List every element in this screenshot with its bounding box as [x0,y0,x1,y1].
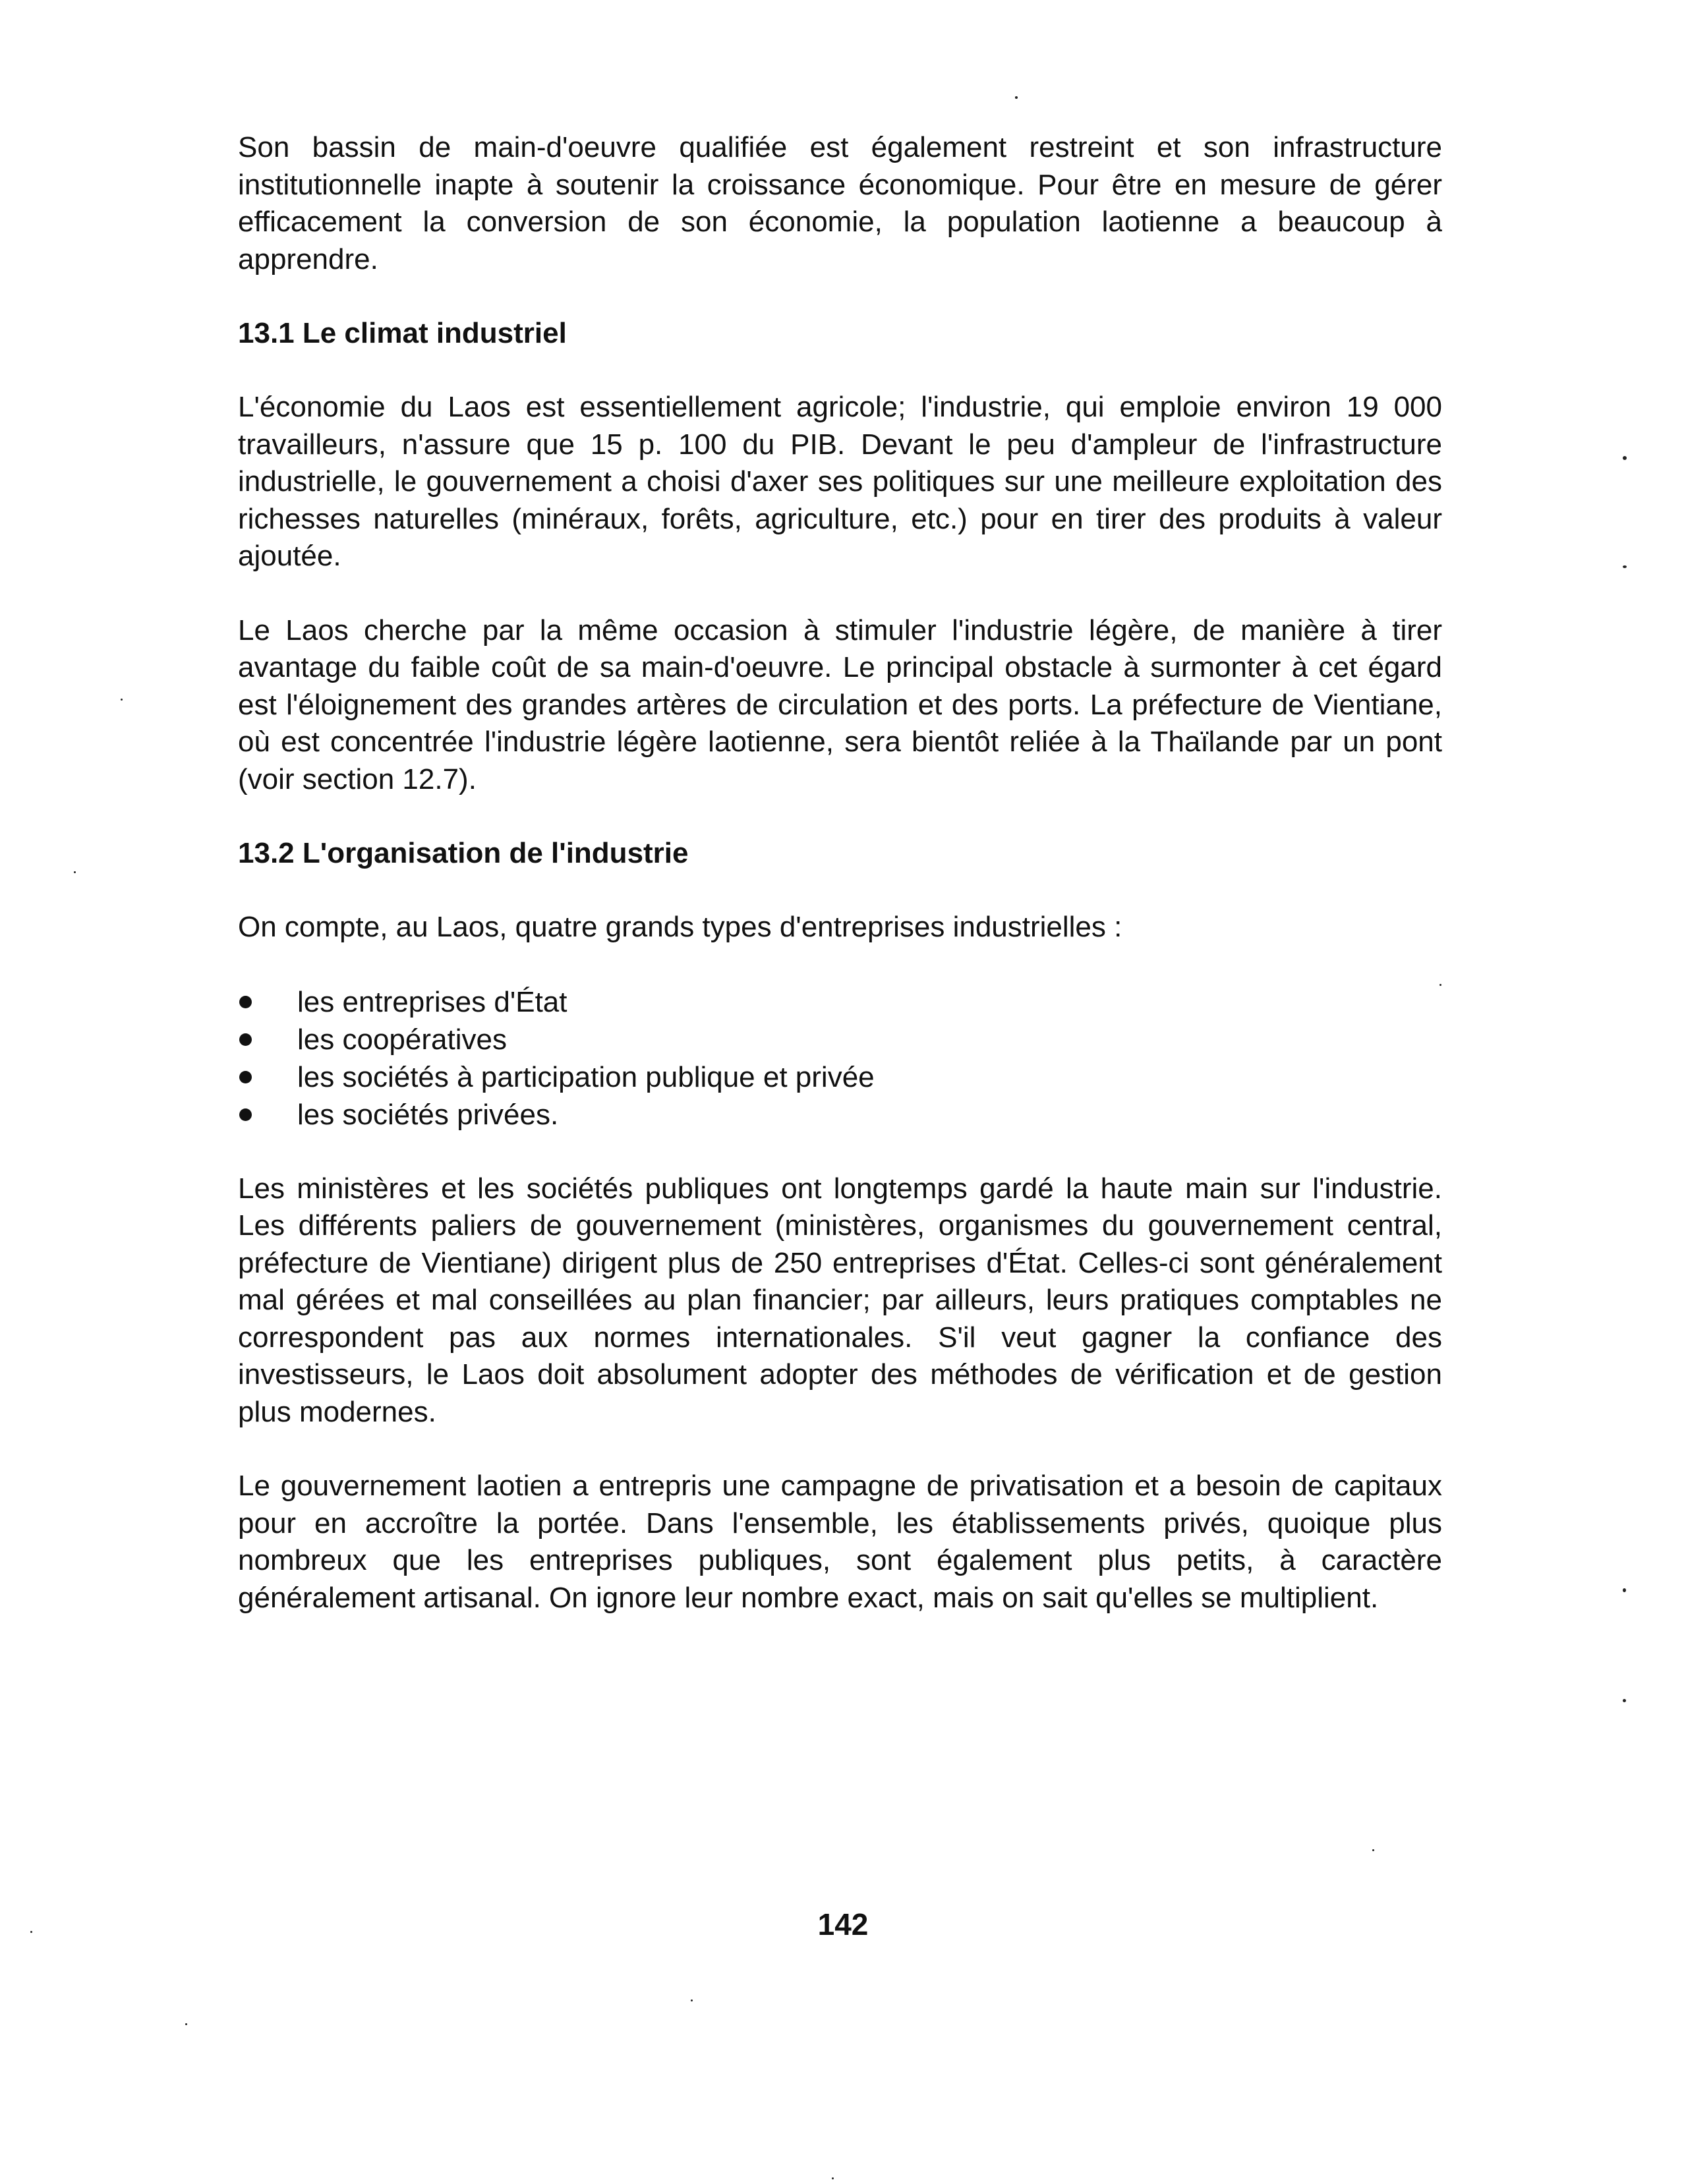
paragraph-privatisation: Le gouvernement laotien a entrepris une campagne de privatisation et a besoin de capitaux pour en accroître la portée. Dans l'ensemble, les établissements privés, quoique plus nombreux que les entreprises publiques, sont également plus petits, à caractère généralement artisanal. On ignore leur nombre exact, mais on sait qu'elles se multiplient. [238,1470,1442,1614]
intro-paragraph: Son bassin de main-d'oeuvre qualifiée est également restreint et son infrastructure institutionnelle inapte à soutenir la croissance économique. Pour être en mesure de gérer efficacement la conversion de son économie, la population laotienne a beaucoup à apprendre. [238,131,1442,275]
scan-speck [74,871,76,873]
bullet-icon [239,1033,252,1046]
scan-speck [1623,1588,1626,1592]
scan-speck [832,2177,834,2179]
page-body [238,129,1442,1617]
section-heading-13-2: 13.2 L'organisation de l'industrie [238,837,689,869]
paragraph-enterprise-types-lead: On compte, au Laos, quatre grands types d'entreprises industrielles : [238,911,1122,943]
scan-speck [30,1931,32,1933]
scan-speck [1372,1849,1374,1851]
section-heading-13-1: 13.1 Le climat industriel [238,317,567,349]
paragraph-economy: L'économie du Laos est essentiellement agricole; l'industrie, qui emploie environ 19 000 travailleurs, n'assure que 15 p. 100 du PIB. Devant le peu d'ampleur de l'infrastructure industrielle, le gouvernement a choisi d'axer ses politiques sur une meilleure exploitation des richesses naturelles (minéraux, forêts, agriculture, etc.) pour en tirer des produits à valeur ajoutée. [238,391,1442,572]
bullet-icon [239,1071,252,1083]
scan-speck [1623,565,1627,568]
page-number: 142 [817,1907,869,1941]
paragraph-state-enterprises: Les ministères et les sociétés publiques ont longtemps gardé la haute main sur l'industrie. Les différents paliers de gouvernement (ministères, organismes du gouvernement central, préfecture de Vientiane) dirigent plus de 250 entreprises d'État. Celles-ci sont généralement mal gérées et mal conseillées au plan financier; par ailleurs, leurs pratiques comptables ne correspondent pas aux normes internationales. S'il veut gagner la confiance des investisseurs, le Laos doit absolument adopter des méthodes de vérification et de gestion plus modernes. [238,1172,1442,1428]
bullet-icon [239,996,252,1008]
list-item [238,1021,1442,1058]
scan-speck [691,1999,693,2001]
list-item [238,1058,1442,1096]
list-item-text: les sociétés à participation publique et privée [297,1060,875,1093]
bullet-icon [239,1108,252,1121]
scan-speck [1439,984,1441,986]
list-item [238,983,1442,1021]
scan-speck [185,2023,187,2025]
list-item-text: les entreprises d'État [297,985,567,1018]
scan-speck [1015,96,1018,99]
enterprise-types-list [238,983,1442,1134]
scan-speck [121,699,123,701]
list-item-text: les coopératives [297,1023,507,1056]
scan-speck [1623,456,1627,460]
list-item [238,1096,1442,1134]
list-item-text: les sociétés privées. [297,1098,559,1131]
scan-speck [1623,1699,1626,1702]
paragraph-light-industry: Le Laos cherche par la même occasion à stimuler l'industrie légère, de manière à tirer avantage du faible coût de sa main-d'oeuvre. Le principal obstacle à surmonter à cet égard est l'éloignement des grandes artères de circulation et des ports. La préfecture de Vientiane, où est concentrée l'industrie légère laotienne, sera bientôt reliée à la Thaïlande par un pont (voir section 12.7). [238,614,1442,795]
